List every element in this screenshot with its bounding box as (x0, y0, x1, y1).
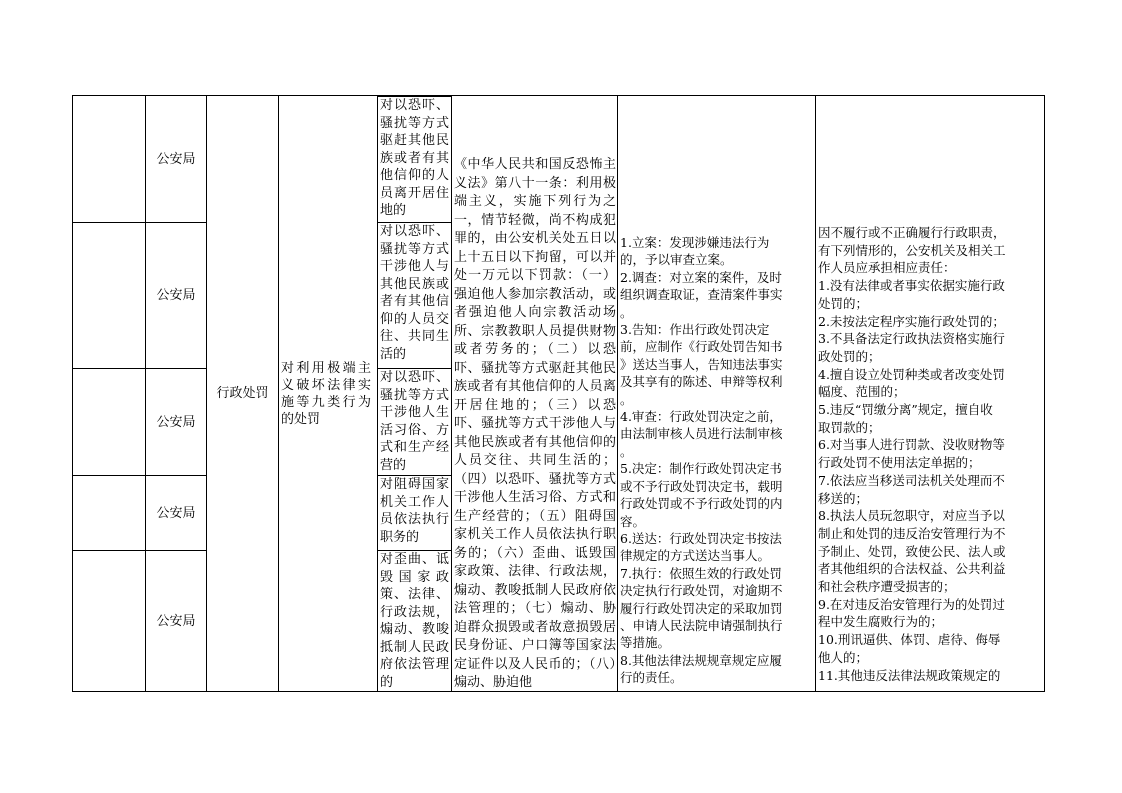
process-line: 或不予行政处罚决定书，载明 (620, 478, 783, 494)
sub-item-box: 对阻碍国家机关工作人员依法执行职务的 (377, 475, 452, 551)
liability-line: 他人的； (818, 649, 869, 665)
process-line: 、申请人民法院申请强制执行 (620, 617, 783, 633)
column-line (278, 95, 279, 692)
liability-line: 4.擅自设立处罚种类或者改变处罚 (818, 366, 1005, 382)
item-name-cell (281, 96, 377, 691)
process-line: 》送达当事人，告知违法事实 (620, 356, 783, 372)
process-line: 容。 (620, 513, 646, 529)
liability-line: 10.刑讯逼供、体罚、虐待、侮辱 (818, 632, 1001, 648)
process-line: 3.告知：作出行政处罚决定 (620, 322, 770, 338)
process-line: 的，予以审查立案。 (620, 252, 733, 268)
liability-line: 因不履行或不正确履行行政职责， (818, 225, 1006, 240)
liability-line: 和社会秩序遭受损害的； (818, 579, 956, 595)
liability-line: 3.不具备法定行政执法资格实施行 (818, 331, 1005, 347)
process-line: 5.决定：制作行政处罚决定书 (620, 461, 782, 477)
liability-cell (818, 224, 1044, 691)
agency-cell: 公安局 (156, 505, 196, 521)
agency-cell: 公安局 (156, 414, 196, 430)
column-line (72, 95, 73, 692)
liability-line: 8.执法人员玩忽职守，对应当予以 (818, 508, 1005, 524)
column-line (617, 95, 618, 692)
process-line: 1.立案：发现涉嫌违法行为 (620, 235, 770, 250)
sub-item-box: 对歪曲、诋毁国家政策、法律、行政法规，煽动、教唆抵制人民政府依法管理的 (377, 550, 452, 692)
process-line: 6.送达：行政处罚决定书按法 (620, 530, 782, 546)
category-cell: 行政处罚 (216, 386, 269, 401)
liability-line: 5.违反“罚缴分离”规定，擅自收 (818, 402, 993, 418)
liability-line: 11.其他违反法律法规政策规定的 (818, 667, 1001, 683)
liability-line: 幅度、范围的； (818, 384, 906, 400)
process-line: 8.其他法律法规规章规定应履 (620, 652, 782, 668)
item-name-text: 对利用极端主义破坏法律实施等九类行为的处罚 (281, 360, 371, 427)
liability-line: 取罚款的； (818, 419, 881, 435)
liability-text (818, 224, 1044, 684)
liability-line: 程中发生腐败行为的； (818, 614, 944, 630)
process-line: 等措施。 (620, 635, 671, 651)
legal-basis-text: 《中华人民共和国反恐怖主义法》第八十一条：利用极端主义，实施下列行为之一，情节轻微，尚不构成犯罪的，由公安机关处五日以上十五日以下拘留，可以并处一万元以下罚款：（一）强迫他人参加宗教活动，或者强迫他人向宗教活动场所、宗教教职人员提供财物或者劳务的；（二）以恐吓、骚扰等方式驱赶其他民族或者有其他信仰的人员离开居住地的；（三）以恐吓、骚扰等方式干涉他人与其他民族或者有其他信仰的人员交往、共同生活的；（四）以恐吓、骚扰等方式干涉他人生活习俗、方式和生产经营的；（五）阻碍国家机关工作人员依法执行职务的；（六）歪曲、诋毁国家政策、法律、行政法规，煽动、教唆抵制人民政府依法管理的；（七）煽动、胁迫群众损毁或者故意损毁居民身份证、户口簿等国家法定证件以及人民币的；（八）煽动、胁迫他 (454, 157, 616, 690)
liability-line: 行政处罚不使用法定单据的； (818, 455, 981, 471)
process-line: 7.执行：依照生效的行政处罚 (620, 565, 782, 581)
liability-line: 1.没有法律或者事实依据实施行政 (818, 278, 1005, 294)
process-line: 组织调查取证，查清案件事实 (620, 287, 783, 303)
liability-line: 有下列情形的，公安机关及相关工 (818, 242, 1006, 258)
process-line: 律规定的方式送达当事人。 (620, 548, 771, 564)
column-line (1044, 95, 1045, 692)
liability-line: 处罚的； (818, 295, 869, 311)
liability-line: 9.在对违反治安管理行为的处罚过 (818, 596, 1005, 612)
legal-basis-cell (454, 156, 616, 691)
agency-cell: 公安局 (156, 288, 196, 303)
process-line: 4.审查：行政处罚决定之前， (620, 409, 782, 425)
liability-line: 作人员应承担相应责任： (818, 260, 956, 276)
liability-line: 政处罚的； (818, 348, 881, 364)
agency-cell: 公安局 (156, 151, 196, 167)
process-cell (620, 234, 815, 691)
process-line: 决定执行行政处罚，对逾期不 (620, 583, 783, 599)
sub-item-box: 对以恐吓、骚扰等方式干涉他人与其他民族或者有其他信仰的人员交往、共同生活的 (377, 222, 452, 369)
process-line: 。 (620, 443, 633, 459)
process-line: 由法制审核人员进行法制审核 (620, 426, 783, 442)
process-line: 2.调查：对立案的案件，及时 (620, 269, 782, 285)
liability-line: 6.对当事人进行罚款、没收财物等 (818, 437, 1005, 453)
liability-line: 7.依法应当移送司法机关处理而不 (818, 472, 1005, 488)
process-line: 行政处罚或不予行政处罚的内 (620, 496, 783, 512)
process-line: 。 (620, 391, 633, 407)
liability-line: 者其他组织的合法权益、公共利益 (818, 561, 1006, 577)
liability-line: 予制止、处罚，致使公民、法人或 (818, 543, 1006, 559)
table-bottom-border (72, 691, 1045, 692)
sub-item-box: 对以恐吓、骚扰等方式驱赶其他民族或者有其他信仰的人员离开居住地的 (377, 96, 452, 223)
process-text (620, 234, 815, 687)
process-line: 及其享有的陈述、申辩等权利 (620, 374, 783, 390)
column-line (815, 95, 816, 692)
liability-line: 移送的； (818, 490, 869, 506)
agency-cell: 公安局 (156, 613, 196, 629)
process-line: 前，应制作《行政处罚告知书 (620, 339, 783, 355)
liability-line: 2.未按法定程序实施行政处罚的； (818, 313, 1005, 329)
process-line: 行的责任。 (620, 670, 683, 686)
process-line: 履行行政处罚决定的采取加罚 (620, 600, 783, 616)
sub-item-box: 对以恐吓、骚扰等方式干涉他人生活习俗、方式和生产经营的 (377, 368, 452, 476)
process-line: 。 (620, 304, 633, 320)
liability-line: 制止和处罚的违反治安管理行为不 (818, 525, 1006, 541)
